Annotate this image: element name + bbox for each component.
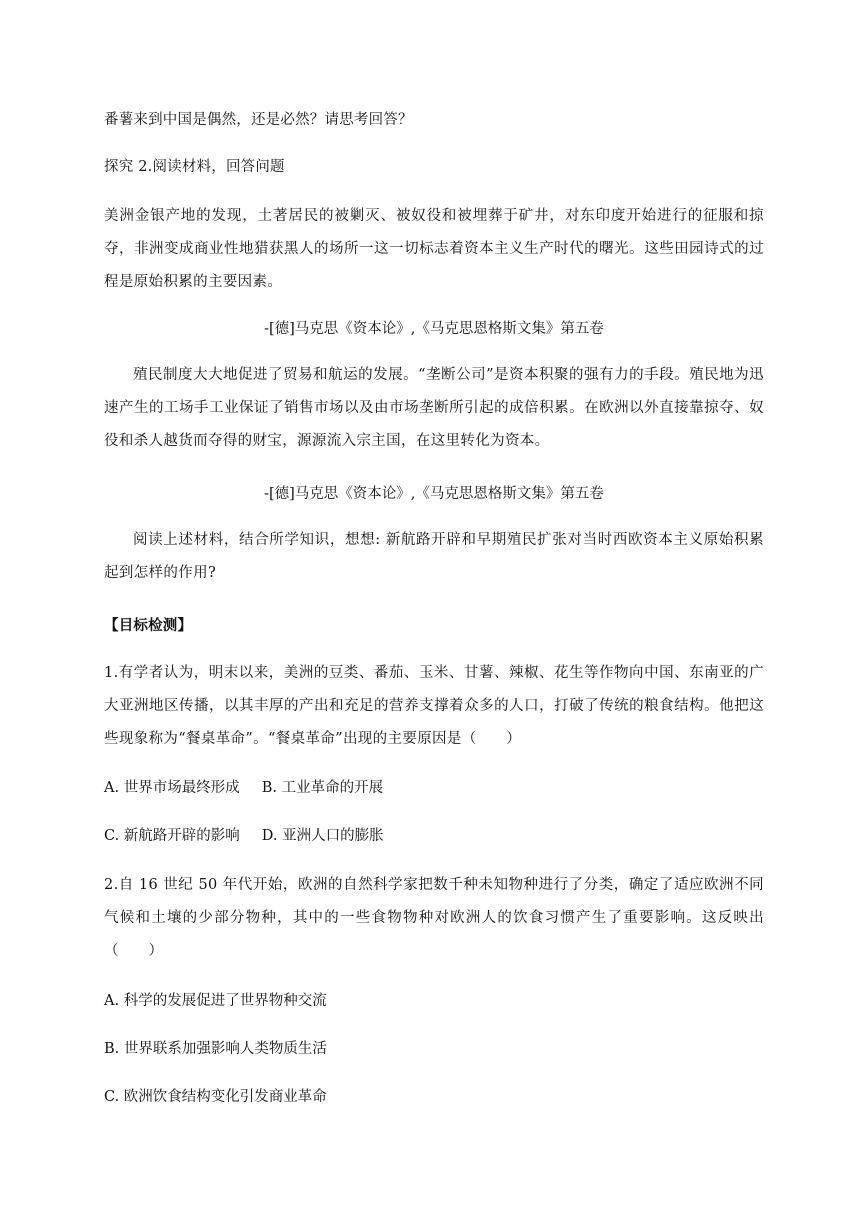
intro-question: 番薯来到中国是偶然，还是必然？请思考回答？ xyxy=(104,112,413,128)
inquiry2-heading: 探究 2.阅读材料，回答问题 xyxy=(104,159,285,175)
q2-stem: 2.自 16 世纪 50 年代开始，欧洲的自然科学家把数千种未知物种进行了分类，确定了适应欧洲不同气候和土壤的少部分物种，其中的一些食物物种对欧洲人的饮食习惯产生了重要影响。这反映出（ ） xyxy=(104,877,764,959)
inquiry2-question: 阅读上述材料，结合所学知识，想想: 新航路开辟和早期殖民扩张对当时西欧资本主义原始积累起到怎样的作用? xyxy=(104,532,764,581)
q1-options-row1 xyxy=(104,772,383,805)
material2-paragraph: 殖民制度大大地促进了贸易和航运的发展。“垄断公司”是资本积聚的强有力的手段。殖民地为迅速产生的工场手工业保证了销售市场以及由市场垄断所引起的成倍积累。在欧洲以外直接靠掠夺、奴役和杀人越货而夺得的财宝，源源流入宗主国，在这里转化为资本。 xyxy=(104,367,764,449)
q1-option-c: C. 新航路开辟的影响 xyxy=(104,828,240,844)
material1-source: -[德]马克思《资本论》,《马克思恩格斯文集》第五卷 xyxy=(264,321,604,337)
q2-option-c: C. 欧洲饮食结构变化引发商业革命 xyxy=(104,1089,327,1105)
q2-option-a: A. 科学的发展促进了世界物种交流 xyxy=(104,993,327,1009)
q1-option-b: B. 工业革命的开展 xyxy=(261,780,384,796)
q1-option-d: D. 亚洲人口的膨胀 xyxy=(261,828,384,844)
q2-option-b: B. 世界联系加强影响人类物质生活 xyxy=(104,1041,327,1057)
section-title: 【目标检测】 xyxy=(104,618,193,634)
material1-paragraph: 美洲金银产地的发现，土著居民的被剿灭、被奴役和被埋葬于矿井，对东印度开始进行的征服和掠夺，非洲变成商业性地猎获黑人的场所一这一切标志着资本主义生产时代的曙光。这些田园诗式的过程是原始积累的主要因素。 xyxy=(104,208,764,290)
q1-options-row2 xyxy=(104,820,384,853)
material2-source: -[德]马克思《资本论》,《马克思恩格斯文集》第五卷 xyxy=(264,486,604,502)
q1-stem: 1.有学者认为，明末以来，美洲的豆类、番茄、玉米、甘薯、辣椒、花生等作物向中国、东南亚的广大亚洲地区传播，以其丰厚的产出和充足的营养支撑着众多的人口，打破了传统的粮食结构。他把这些现象称为“餐桌革命”。“餐桌革命”出现的主要原因是（ ） xyxy=(104,665,764,747)
q1-option-a: A. 世界市场最终形成 xyxy=(104,780,240,796)
